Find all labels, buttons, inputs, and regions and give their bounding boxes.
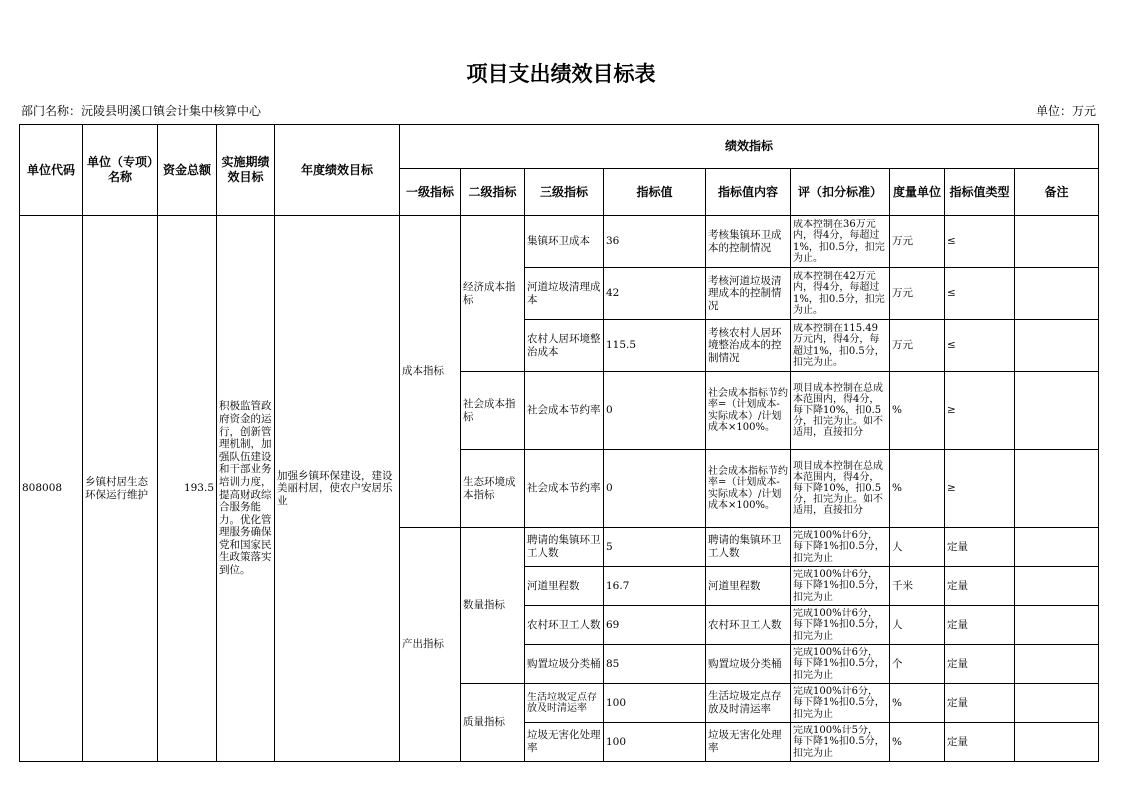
header-perf-indicators: 绩效指标 xyxy=(400,125,1099,169)
header-unit-code: 单位代码 xyxy=(20,125,83,216)
type-cell: ≤ xyxy=(945,320,1015,372)
remark-cell xyxy=(1015,320,1099,372)
level1-cost: 成本指标 xyxy=(400,216,461,528)
level1-output: 产出指标 xyxy=(400,528,461,762)
header-measure-unit: 度量单位 xyxy=(890,169,945,216)
header-impl-goal: 实施期绩效目标 xyxy=(217,125,275,216)
level3-cell: 垃圾无害化处理率 xyxy=(525,723,604,762)
criteria-cell: 完成100%计6分，每下降1%扣0.5分，扣完为止 xyxy=(793,686,885,720)
level3-cell: 河道里程数 xyxy=(525,567,604,606)
criteria-cell: 成本控制在115.49万元内，得4分，每超过1%，扣0.5分，扣完为止。 xyxy=(793,323,885,368)
value-cell: 85 xyxy=(604,645,706,684)
level3-cell: 社会成本节约率 xyxy=(525,372,604,450)
header-criteria: 评（扣分标准） xyxy=(791,169,890,216)
remark-cell xyxy=(1015,684,1099,723)
level3-cell: 集镇环卫成本 xyxy=(525,216,604,268)
project-impl-goal: 积极监管政府资金的运行，创新管理机制，加强队伍建设和干部业务培训力度，提高财政综合服务能力。优化管理服务确保党和国家民生政策落实到位。 xyxy=(217,216,275,762)
page-title: 项目支出绩效目标表 xyxy=(466,62,656,86)
unit-cell: % xyxy=(890,372,945,450)
unit-cell: % xyxy=(890,450,945,528)
content-cell: 考核河道垃圾清理成本的控制情况 xyxy=(706,268,791,320)
header-value: 指标值 xyxy=(604,169,706,216)
type-cell: 定量 xyxy=(945,567,1015,606)
department-label: 部门名称：沅陵县明溪口镇会计集中核算中心 xyxy=(21,104,262,118)
header-unit-name: 单位（专项）名称 xyxy=(83,125,158,216)
value-cell: 115.5 xyxy=(604,320,706,372)
remark-cell xyxy=(1015,528,1099,567)
criteria-cell: 完成100%计6分，每下降1%扣0.5分，扣完为止 xyxy=(793,647,885,681)
performance-table xyxy=(19,124,1099,762)
remark-cell xyxy=(1015,606,1099,645)
type-cell: 定量 xyxy=(945,723,1015,762)
content-cell: 聘请的集镇环卫工人数 xyxy=(706,528,791,567)
remark-cell xyxy=(1015,450,1099,528)
header-content: 指标值内容 xyxy=(706,169,791,216)
content-cell: 考核农村人居环境整治成本的控制情况 xyxy=(706,320,791,372)
unit-cell: 万元 xyxy=(890,320,945,372)
unit-label: 单位：万元 xyxy=(1035,104,1096,118)
criteria-cell: 成本控制在36万元内，得4分，每超过1%，扣0.5分，扣完为止。 xyxy=(793,219,885,264)
project-annual-goal: 加强乡镇环保建设，建设美丽村居，使农户安居乐业 xyxy=(275,216,400,762)
criteria-cell: 项目成本控制在总成本范围内，得4分，每下降10%，扣0.5分，扣完为止。如不适用，直接扣分 xyxy=(791,372,890,450)
remark-cell xyxy=(1015,216,1099,268)
value-cell: 16.7 xyxy=(604,567,706,606)
level3-cell: 购置垃圾分类桶 xyxy=(525,645,604,684)
criteria-cell: 成本控制在42万元内，得4分，每超过1%，扣0.5分，扣完为止。 xyxy=(793,271,885,316)
value-cell: 36 xyxy=(604,216,706,268)
value-cell: 0 xyxy=(604,450,706,528)
value-cell: 0 xyxy=(604,372,706,450)
type-cell: 定量 xyxy=(945,528,1015,567)
content-cell: 社会成本指标节约率=（计划成本-实际成本）/计划成本×100%。 xyxy=(706,372,791,450)
type-cell: ≥ xyxy=(945,450,1015,528)
type-cell: ≤ xyxy=(945,216,1015,268)
remark-cell xyxy=(1015,567,1099,606)
criteria-cell: 完成100%计5分，每下降1%扣0.5分，扣完为止 xyxy=(793,725,885,759)
unit-cell: 万元 xyxy=(890,216,945,268)
level3-cell: 农村人居环境整治成本 xyxy=(525,320,604,372)
project-name: 乡镇村居生态环保运行维护 xyxy=(83,216,158,762)
level3-cell: 社会成本节约率 xyxy=(525,450,604,528)
unit-cell: 个 xyxy=(890,645,945,684)
level2-quantity: 数量指标 xyxy=(461,528,525,684)
unit-cell: 人 xyxy=(890,606,945,645)
unit-cell: 千米 xyxy=(890,567,945,606)
level2-economic: 经济成本指标 xyxy=(461,216,525,372)
value-cell: 5 xyxy=(604,528,706,567)
content-cell: 生活垃圾定点存放及时清运率 xyxy=(706,684,791,723)
level3-cell: 聘请的集镇环卫工人数 xyxy=(525,528,604,567)
value-cell: 69 xyxy=(604,606,706,645)
remark-cell xyxy=(1015,372,1099,450)
table-row xyxy=(20,216,1099,268)
unit-cell: 人 xyxy=(890,528,945,567)
content-cell: 考核集镇环卫成本的控制情况 xyxy=(706,216,791,268)
level3-cell: 河道垃圾清理成本 xyxy=(525,268,604,320)
value-cell: 42 xyxy=(604,268,706,320)
header-remark: 备注 xyxy=(1015,169,1099,216)
remark-cell xyxy=(1015,723,1099,762)
header-level2: 二级指标 xyxy=(461,169,525,216)
level3-cell: 农村环卫工人数 xyxy=(525,606,604,645)
criteria-cell: 完成100%计6分，每下降1%扣0.5分，扣完为止 xyxy=(793,530,885,564)
header-total-funds: 资金总额 xyxy=(158,125,217,216)
content-cell: 垃圾无害化处理率 xyxy=(706,723,791,762)
unit-cell: 万元 xyxy=(890,268,945,320)
type-cell: ≤ xyxy=(945,268,1015,320)
type-cell: 定量 xyxy=(945,645,1015,684)
type-cell: ≥ xyxy=(945,372,1015,450)
content-cell: 河道里程数 xyxy=(706,567,791,606)
project-code: 808008 xyxy=(20,216,83,762)
unit-cell: % xyxy=(890,684,945,723)
unit-cell: % xyxy=(890,723,945,762)
level2-quality: 质量指标 xyxy=(461,684,525,762)
content-cell: 农村环卫工人数 xyxy=(706,606,791,645)
level2-social: 社会成本指标 xyxy=(461,372,525,450)
content-cell: 社会成本指标节约率=（计划成本-实际成本）/计划成本×100%。 xyxy=(706,450,791,528)
value-cell: 100 xyxy=(604,684,706,723)
level3-cell: 生活垃圾定点存放及时清运率 xyxy=(527,691,597,714)
criteria-cell: 完成100%计6分，每下降1%扣0.5分，扣完为止 xyxy=(793,608,885,642)
value-cell: 100 xyxy=(604,723,706,762)
remark-cell xyxy=(1015,645,1099,684)
level2-eco: 生态环境成本指标 xyxy=(461,450,525,528)
criteria-cell: 项目成本控制在总成本范围内，得4分，每下降10%，扣0.5分，扣完为止。如不适用，直接扣分 xyxy=(791,450,890,528)
type-cell: 定量 xyxy=(945,684,1015,723)
header-annual-goal: 年度绩效目标 xyxy=(275,125,400,216)
remark-cell xyxy=(1015,268,1099,320)
project-funds: 193.5 xyxy=(158,216,217,762)
header-level1: 一级指标 xyxy=(400,169,461,216)
header-level3: 三级指标 xyxy=(525,169,604,216)
type-cell: 定量 xyxy=(945,606,1015,645)
criteria-cell: 完成100%计6分，每下降1%扣0.5分，扣完为止 xyxy=(793,569,885,603)
content-cell: 购置垃圾分类桶 xyxy=(706,645,791,684)
header-row-1 xyxy=(20,125,1099,169)
header-value-type: 指标值类型 xyxy=(945,169,1015,216)
